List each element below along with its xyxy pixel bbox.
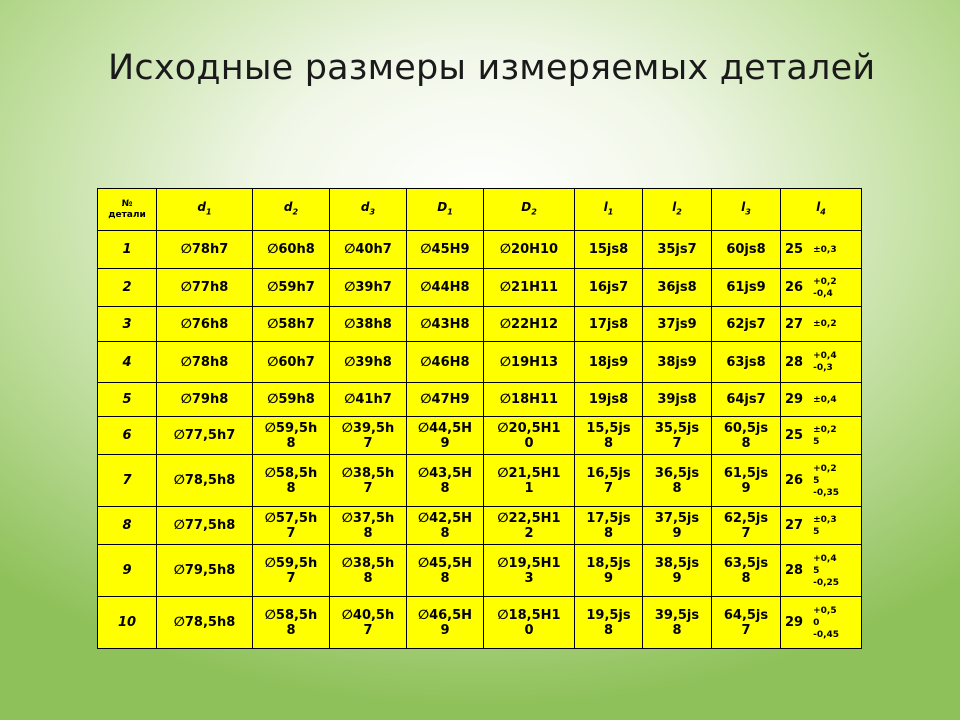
cell-l4 — [781, 231, 862, 269]
cell-d2: ∅59,5h 8 — [253, 417, 330, 455]
l4-tolerance — [813, 463, 839, 499]
cell-D1: ∅46H8 — [407, 342, 484, 383]
cell-D2: ∅22,5H1 2 — [484, 507, 575, 545]
cell-d3: ∅40,5h 7 — [330, 597, 407, 649]
cell-l2: 39,5js 8 — [643, 597, 712, 649]
column-header-l4: $l_4$ — [781, 189, 862, 231]
cell-D1: ∅43,5H 8 — [407, 455, 484, 507]
l4-tolerance — [813, 553, 839, 589]
column-header-l3: $l_3$ — [712, 189, 781, 231]
cell-D2: ∅21H11 — [484, 269, 575, 307]
l4-tolerance-value: -0,25 — [813, 577, 840, 588]
cell-l1: 16js7 — [575, 269, 643, 307]
column-header-d1: $d_1$ — [157, 189, 253, 231]
cell-d3: ∅38,5h 8 — [330, 545, 407, 597]
cell-l3: 60js8 — [712, 231, 781, 269]
cell-d3: ∅41h7 — [330, 383, 407, 417]
slide-title: Исходные размеры измеряемых деталей — [108, 48, 876, 88]
table-row — [98, 269, 862, 307]
column-header-d3: $d_3$ — [330, 189, 407, 231]
cell-d1: ∅77,5h7 — [157, 417, 253, 455]
l4-tolerance — [813, 318, 836, 330]
cell-d3: ∅40h7 — [330, 231, 407, 269]
part-number-cell: 4 — [98, 342, 157, 383]
cell-D1: ∅45,5H 8 — [407, 545, 484, 597]
cell-l4 — [781, 383, 862, 417]
l4-tolerance-value: -0,35 — [813, 487, 840, 498]
l4-nominal: 25 — [785, 428, 804, 443]
l4-nominal: 29 — [785, 392, 804, 407]
cell-l3: 64,5js 7 — [712, 597, 781, 649]
l4-nominal: 28 — [785, 563, 804, 578]
table-row — [98, 455, 862, 507]
cell-l3: 61js9 — [712, 269, 781, 307]
cell-l2: 36js8 — [643, 269, 712, 307]
column-header-part-number: № детали — [98, 189, 157, 231]
cell-l3: 63js8 — [712, 342, 781, 383]
column-header-d2: $d_2$ — [253, 189, 330, 231]
table-row — [98, 342, 862, 383]
part-number-cell: 9 — [98, 545, 157, 597]
table-row — [98, 307, 862, 342]
part-number-cell: 7 — [98, 455, 157, 507]
l4-tolerance-value: +0,5 0 — [813, 605, 837, 628]
header-row — [98, 189, 862, 231]
cell-l2: 39js8 — [643, 383, 712, 417]
cell-l4 — [781, 597, 862, 649]
cell-l2: 35js7 — [643, 231, 712, 269]
cell-D2: ∅22H12 — [484, 307, 575, 342]
l4-tolerance-value: ±0,3 5 — [813, 514, 837, 537]
cell-d3: ∅38h8 — [330, 307, 407, 342]
l4-tolerance — [813, 244, 836, 256]
cell-l1: 18,5js 9 — [575, 545, 643, 597]
cell-l2: 38js9 — [643, 342, 712, 383]
cell-l1: 15js8 — [575, 231, 643, 269]
cell-d1: ∅77h8 — [157, 269, 253, 307]
cell-d2: ∅58,5h 8 — [253, 597, 330, 649]
cell-D2: ∅19,5H1 3 — [484, 545, 575, 597]
table-row — [98, 417, 862, 455]
cell-d3: ∅39h7 — [330, 269, 407, 307]
l4-tolerance-value: ±0,3 — [813, 244, 837, 255]
cell-d3: ∅39h8 — [330, 342, 407, 383]
table-row — [98, 507, 862, 545]
cell-D1: ∅46,5H 9 — [407, 597, 484, 649]
cell-l3: 62js7 — [712, 307, 781, 342]
l4-nominal: 28 — [785, 354, 804, 370]
part-number-cell: 5 — [98, 383, 157, 417]
l4-nominal: 26 — [785, 473, 804, 488]
cell-d1: ∅78,5h8 — [157, 597, 253, 649]
l4-tolerance-value: -0,4 — [813, 288, 833, 299]
table-row — [98, 383, 862, 417]
cell-D2: ∅18H11 — [484, 383, 575, 417]
l4-tolerance — [813, 350, 836, 374]
table-row — [98, 231, 862, 269]
column-header-l1: $l_1$ — [575, 189, 643, 231]
l4-tolerance — [813, 276, 836, 300]
cell-l3: 64js7 — [712, 383, 781, 417]
cell-D1: ∅45H9 — [407, 231, 484, 269]
cell-d1: ∅79,5h8 — [157, 545, 253, 597]
cell-l3: 60,5js 8 — [712, 417, 781, 455]
table-row — [98, 545, 862, 597]
cell-D2: ∅20,5H1 0 — [484, 417, 575, 455]
cell-D1: ∅42,5H 8 — [407, 507, 484, 545]
part-number-cell: 10 — [98, 597, 157, 649]
l4-tolerance-value: ±0,2 5 — [813, 424, 837, 447]
l4-nominal: 27 — [785, 316, 804, 332]
l4-tolerance-value: -0,3 — [813, 363, 833, 373]
l4-nominal: 27 — [785, 518, 804, 533]
cell-l2: 38,5js 9 — [643, 545, 712, 597]
l4-tolerance-value: +0,2 — [813, 276, 837, 287]
cell-l1: 15,5js 8 — [575, 417, 643, 455]
cell-d2: ∅60h7 — [253, 342, 330, 383]
cell-l4 — [781, 507, 862, 545]
part-number-cell: 8 — [98, 507, 157, 545]
l4-tolerance — [813, 605, 839, 641]
l4-tolerance-value: ±0,2 — [813, 319, 837, 329]
cell-l1: 16,5js 7 — [575, 455, 643, 507]
l4-tolerance-value: +0,4 5 — [813, 553, 837, 576]
table-row — [98, 597, 862, 649]
cell-l3: 62,5js 7 — [712, 507, 781, 545]
cell-D2: ∅19H13 — [484, 342, 575, 383]
cell-l1: 17js8 — [575, 307, 643, 342]
l4-tolerance — [813, 514, 836, 538]
cell-l4 — [781, 545, 862, 597]
cell-l4 — [781, 417, 862, 455]
cell-D1: ∅44,5H 9 — [407, 417, 484, 455]
dimensions-table — [97, 188, 862, 649]
part-number-cell: 3 — [98, 307, 157, 342]
cell-d1: ∅78h7 — [157, 231, 253, 269]
l4-tolerance-value: +0,4 — [813, 351, 837, 361]
l4-tolerance-value: +0,2 5 — [813, 463, 837, 486]
cell-l4 — [781, 342, 862, 383]
part-number-cell: 6 — [98, 417, 157, 455]
cell-d2: ∅58,5h 8 — [253, 455, 330, 507]
part-number-cell: 2 — [98, 269, 157, 307]
cell-d3: ∅37,5h 8 — [330, 507, 407, 545]
cell-l2: 37,5js 9 — [643, 507, 712, 545]
cell-d2: ∅58h7 — [253, 307, 330, 342]
cell-l2: 35,5js 7 — [643, 417, 712, 455]
cell-d1: ∅76h8 — [157, 307, 253, 342]
table-body — [98, 231, 862, 649]
cell-d2: ∅60h8 — [253, 231, 330, 269]
part-number-cell: 1 — [98, 231, 157, 269]
cell-D1: ∅47H9 — [407, 383, 484, 417]
l4-tolerance — [813, 424, 836, 448]
cell-d1: ∅78h8 — [157, 342, 253, 383]
l4-nominal: 25 — [785, 242, 804, 257]
cell-l4 — [781, 455, 862, 507]
cell-d3: ∅38,5h 7 — [330, 455, 407, 507]
cell-l1: 18js9 — [575, 342, 643, 383]
column-header-l2: $l_2$ — [643, 189, 712, 231]
cell-d2: ∅59h7 — [253, 269, 330, 307]
cell-d2: ∅59h8 — [253, 383, 330, 417]
l4-tolerance-value: ±0,4 — [813, 394, 837, 405]
cell-d1: ∅77,5h8 — [157, 507, 253, 545]
cell-l3: 61,5js 9 — [712, 455, 781, 507]
l4-nominal: 26 — [785, 280, 804, 295]
cell-l2: 37js9 — [643, 307, 712, 342]
cell-d2: ∅59,5h 7 — [253, 545, 330, 597]
cell-D2: ∅18,5H1 0 — [484, 597, 575, 649]
l4-tolerance — [813, 394, 836, 406]
cell-d2: ∅57,5h 7 — [253, 507, 330, 545]
cell-l4 — [781, 307, 862, 342]
column-header-D1: $D_1$ — [407, 189, 484, 231]
l4-tolerance-value: -0,45 — [813, 629, 840, 640]
cell-l1: 17,5js 8 — [575, 507, 643, 545]
cell-D2: ∅21,5H1 1 — [484, 455, 575, 507]
cell-l2: 36,5js 8 — [643, 455, 712, 507]
cell-l3: 63,5js 8 — [712, 545, 781, 597]
table-header — [98, 189, 862, 231]
cell-l1: 19js8 — [575, 383, 643, 417]
cell-D1: ∅44H8 — [407, 269, 484, 307]
cell-l4 — [781, 269, 862, 307]
cell-D2: ∅20H10 — [484, 231, 575, 269]
l4-nominal: 29 — [785, 615, 804, 630]
cell-d1: ∅79h8 — [157, 383, 253, 417]
cell-D1: ∅43H8 — [407, 307, 484, 342]
cell-d3: ∅39,5h 7 — [330, 417, 407, 455]
cell-d1: ∅78,5h8 — [157, 455, 253, 507]
column-header-D2: $D_2$ — [484, 189, 575, 231]
cell-l1: 19,5js 8 — [575, 597, 643, 649]
